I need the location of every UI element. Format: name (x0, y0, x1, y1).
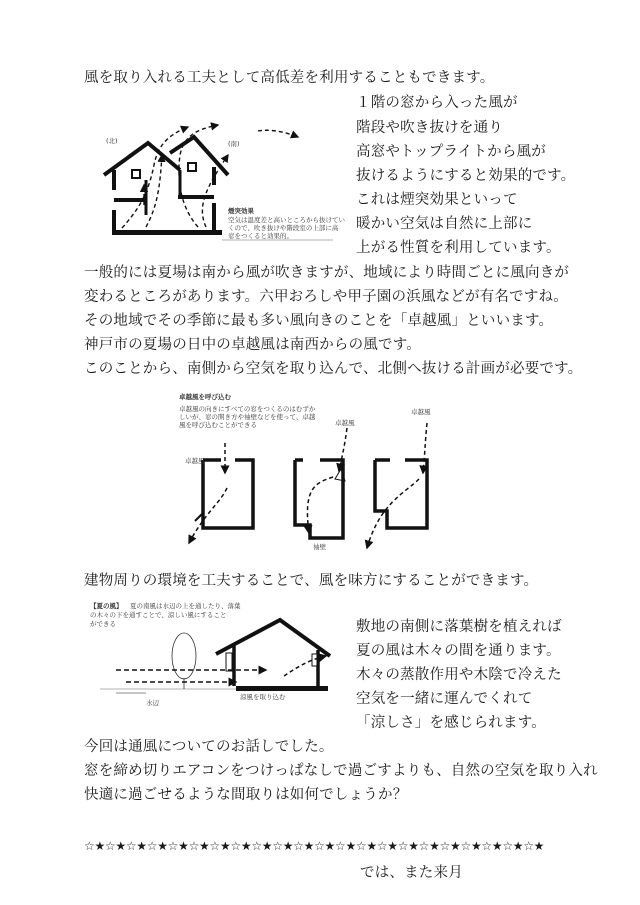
fig2-label-wind-3: 卓越風 (411, 408, 431, 416)
fig1-caption-line-1: 空気は温度差と高いところから抜けてい (228, 216, 345, 224)
fig3-title: 【夏の風】 (90, 602, 123, 610)
fig3-label-water: 水辺 (146, 699, 159, 707)
stack-text-6: 暖かい空気は自然に上部に (356, 216, 533, 232)
closing-line-1: 今回は通風についてのお話しでした。 (84, 739, 334, 755)
tree-text-3: 木々の蒸散作用や木陰で冷えた (356, 667, 562, 683)
fig3-desc-1: 夏の南風は水辺の上を通したり、落葉 (130, 602, 241, 610)
tree-text-2: 夏の風は木々の間を通ります。 (356, 643, 561, 659)
stack-effect-figure (88, 115, 343, 255)
fig3-label-cool: 涼風を取り込む (240, 693, 286, 701)
wind-text-5: このことから、南側から空気を取り込んで、北側へ抜ける計画が必要です。 (84, 361, 583, 377)
fig2-label-wind-2: 卓越風 (335, 419, 355, 427)
fig3-desc-3: ができる (90, 620, 116, 628)
fig3-desc-2: の木々の下を通すことで、涼しい風にすること (90, 611, 227, 619)
wind-text-4: 神戸市の夏場の日中の卓越風は南西からの風です。 (84, 337, 421, 353)
stack-text-3: 高窓やトップライトから風が (356, 144, 546, 160)
star-divider: ☆★☆★☆★☆★☆★☆★☆★☆★☆★☆★☆★☆★☆★☆★☆★☆★☆★☆★☆★☆★☆★☆★ (84, 839, 545, 853)
fig2-label-wind-1: 卓越風 (185, 457, 205, 465)
fig2-desc-1: 卓越風の向きにすべての窓をつくるのはむずか (179, 405, 316, 413)
stack-text-7: 上がる性質を利用しています。 (356, 240, 561, 256)
wind-text-2: 変わるところがあります。六甲おろしや甲子園の浜風などが有名ですね。 (84, 289, 568, 305)
closing-line-2: 窓を締め切りエアコンをつけっぱなしで過ごすよりも、自然の空気を取り入れ (84, 763, 598, 779)
label-north: (北) (106, 137, 118, 145)
fig2-label-wingwall: 袖壁 (313, 543, 326, 551)
signoff: では、また来月 (360, 865, 463, 881)
intro-line: 風を取り入れる工夫として高低差を利用することもできます。 (84, 70, 495, 86)
tree-text-1: 敷地の南側に落葉樹を植えれば (356, 619, 562, 635)
label-south: (南) (228, 140, 240, 148)
closing-line-3: 快適に過ごせるような間取りは如何でしょうか？ (84, 787, 408, 803)
fig2-desc-2: しいが、窓の開き方や袖壁などを使って、卓越 (179, 413, 316, 421)
prevailing-wind-figure (175, 393, 465, 553)
tree-text-4: 空気を一緒に運んでくれて (356, 691, 533, 707)
stack-text-2: 階段や吹き抜けを通り (356, 120, 503, 136)
summer-wind-figure (86, 598, 351, 718)
wind-text-1: 一般的には夏場は南から風が吹きますが、地域により時間ごとに風向きが (84, 265, 570, 281)
fig2-title: 卓越風を呼び込む (179, 393, 231, 401)
wind-text-3: その地域でその季節に最も多い風向きのことを「卓越風」といいます。 (84, 313, 554, 329)
tree-text-5: 「涼しさ」を感じられます。 (356, 715, 546, 731)
fig1-caption-title: 煙突効果 (228, 207, 254, 215)
environment-line: 建物周りの環境を工夫することで、風を味方にすることができます。 (84, 573, 539, 589)
fig1-caption-line-3: 窓をつくると効果的。 (228, 232, 293, 240)
stack-text-4: 抜けるようにすると効果的です。 (356, 168, 576, 184)
stack-text-1: １階の窓から入った風が (356, 95, 518, 111)
stack-text-5: これは煙突効果といって (356, 192, 518, 208)
fig2-desc-3: 風を呼び込むことができる (179, 421, 257, 429)
fig1-caption-line-2: くので、吹き抜けや階段室の上部に高 (228, 224, 339, 232)
